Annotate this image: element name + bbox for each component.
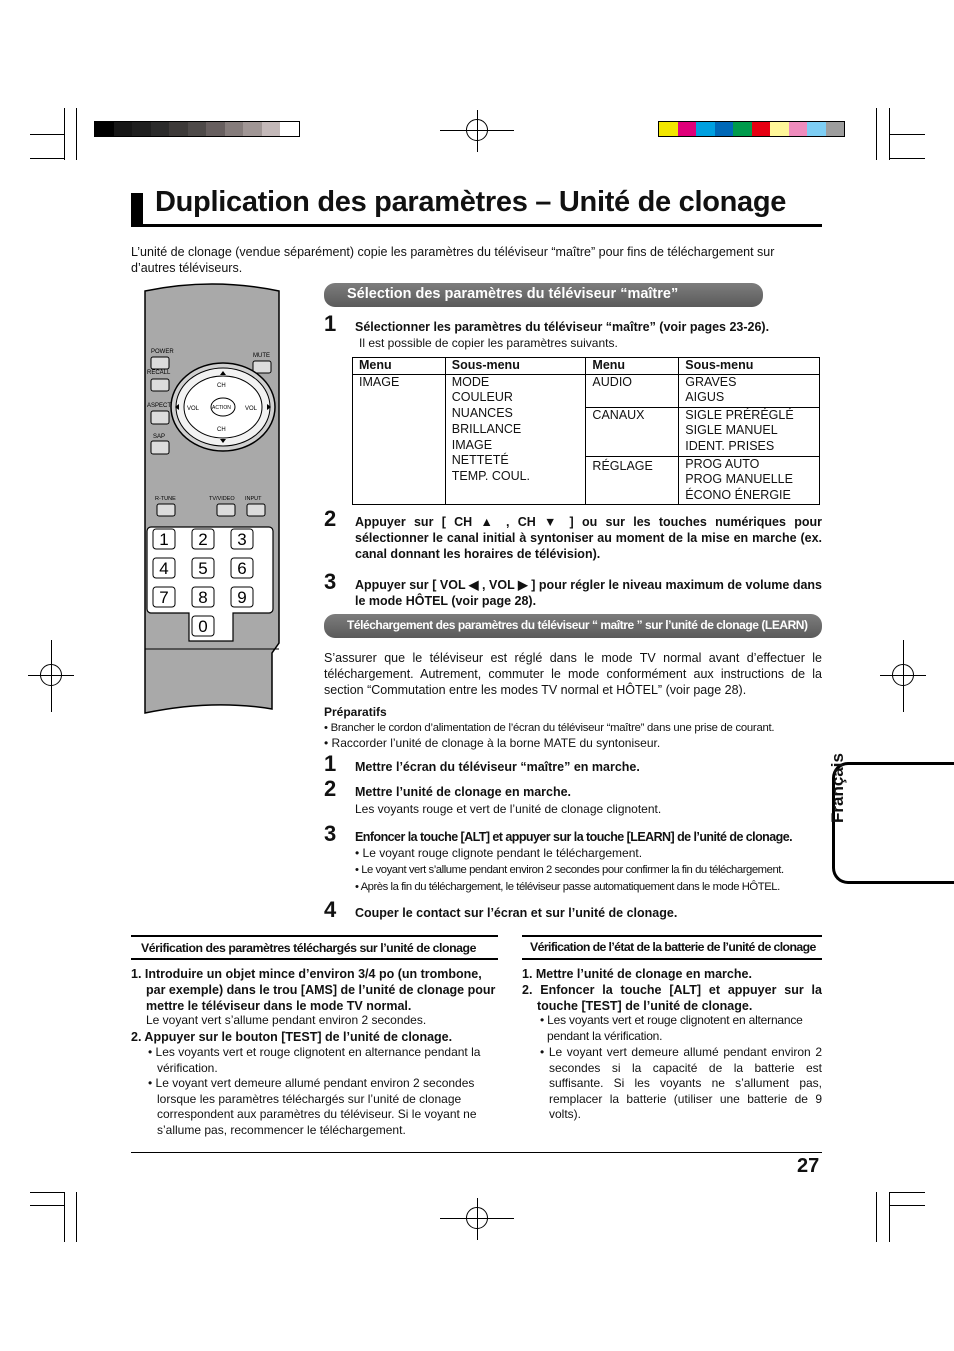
table-cell-submenu [679,407,820,456]
verify-params-item-2: 2. Appuyer sur le bouton [TEST] de l’unité de clonage. [131,1030,453,1044]
color-swatch [770,122,789,136]
verify-params-bullet: • Le voyant vert demeure allumé pendant environ 2 secondes lorsque les paramètres téléchargés sur l’unité de clonage correspondent aux paramètres du téléviseur. Si le voyant ne s’allume pas, recommencer le téléchargement. [148,1076,477,1137]
color-swatch [280,122,299,136]
prep-title: Préparatifs [324,705,387,719]
color-bar [658,121,845,137]
submenu-item: ÉCONO ÉNERGIE [685,488,791,503]
verify-params-item-1: 1. Introduire un objet mince d’environ 3/4 po (un trombone, par exemple) dans le trou [AMS] de l’unité de clonage pour mettre le téléviseur dans le mode TV normal. [131,967,496,1013]
step-number: 3 [324,569,337,594]
tvvideo-button [217,504,235,516]
mute-label: MUTE [253,353,270,359]
table-header: Menu [586,358,679,375]
language-tab [832,762,954,884]
step-1-text: Sélectionner les paramètres du téléviseur “maître” (voir pages 23-26). [355,320,770,334]
remote-key-label: 6 [237,559,247,578]
sap-button [151,441,169,454]
ch-up-label: CH [217,383,226,389]
language-tab-label: Français [828,753,847,823]
submenu-item: TEMP. COUL. [451,468,531,483]
submenu-item: BRILLANCE [451,421,522,436]
submenu-item: COULEUR [451,390,513,405]
verify-params-item-1-note: Le voyant vert s’allume pendant environ 2 secondes. [146,1013,427,1027]
verify-battery-item-2: 2. Enfoncer la touche [ALT] et appuyer sur la touche [TEST] de l’unité de clonage. [522,983,822,1013]
rtune-button [157,504,175,516]
download-step-3-bullet: • Le voyant vert s’allume pendant environ 2 secondes pour confirmer la fin du téléchargement. [355,864,784,876]
download-intro: S’assurer que le téléviseur est réglé dans le mode TV normal avant d’effectuer le téléchargement. Autrement, commuter le mode conformément aux instructions de la section “Commutation entre les modes TV normal et HÔTEL” (voir page 28). [324,651,822,697]
download-step-4: Couper le contact sur l’écran et sur l’unité de clonage. [355,906,678,920]
remote-key-label: 9 [237,588,247,607]
verify-params-title: Vérification des paramètres téléchargés sur l’unité de clonage [141,941,476,955]
download-step-2: Mettre l’unité de clonage en marche. [355,785,572,799]
ch-down-label: CH [217,427,226,433]
step-number: 1 [324,751,337,776]
sap-label: SAP [153,434,166,440]
submenu-item: NUANCES [451,406,513,421]
submenu-item: PROG AUTO [685,456,760,471]
remote-key-label: 3 [237,530,247,549]
settings-table [352,357,820,505]
verify-battery-bullet: • Les voyants vert et rouge clignotent en alternance pendant la vérification. [540,1013,803,1043]
verify-battery-bullet: • Le voyant vert demeure allumé pendant environ 2 secondes si la capacité de la batterie est suffisante. Si les voyants ne s’allument pas, remplacer la batterie (utiliser une batterie de 9 volts). [540,1045,822,1122]
table-header: Menu [353,358,446,375]
submenu-item: SIGLE MANUEL [685,423,778,438]
download-step-2-note: Les voyants rouge et vert de l’unité de clonage clignotent. [355,802,662,816]
verify-battery-item-1: 1. Mettre l’unité de clonage en marche. [522,967,752,981]
table-header: Sous-menu [445,358,586,375]
page-number: 27 [797,1155,820,1177]
power-button [151,357,169,369]
section-rule [131,958,498,960]
remote-key-label: 7 [159,588,169,607]
mute-button [253,361,271,373]
color-swatch [225,122,244,136]
color-swatch [696,122,715,136]
submenu-item: MODE [451,374,490,389]
table-cell-menu: AUDIO [586,374,679,407]
table-cell-submenu [679,374,820,407]
remote-control-illustration [137,281,287,721]
title-rule [131,224,822,227]
table-cell-submenu [679,456,820,504]
color-swatch [715,122,734,136]
color-swatch [678,122,697,136]
remote-key-label: 4 [159,559,169,578]
color-swatch [132,122,151,136]
recall-label: RECALL [147,370,171,376]
remote-key-label: 1 [159,530,169,549]
input-label: INPUT [245,496,262,502]
step-number: 1 [324,311,337,336]
color-swatch [243,122,262,136]
prep-item-1: • Brancher le cordon d’alimentation de l’écran du téléviseur “maître” dans une prise de courant. [324,722,775,734]
table-header: Sous-menu [679,358,820,375]
color-swatch [752,122,771,136]
verify-battery-title: Vérification de l’état de la batterie de l’unité de clonage [530,940,816,954]
table-cell-menu: RÉGLAGE [586,456,679,504]
step-number: 4 [324,897,337,922]
prep-item-2: • Raccorder l’unité de clonage à la borne MATE du syntoniseur. [324,736,661,750]
table-cell-submenu [445,374,586,504]
submenu-item: SIGLE PRÉRÉGLÉ [685,407,794,422]
color-swatch [169,122,188,136]
section-pill-selection: Sélection des paramètres du téléviseur “maître” [324,283,763,307]
submenu-item: IDENT. PRISES [685,439,775,454]
footer-rule [131,1152,822,1153]
color-swatch [733,122,752,136]
color-swatch [789,122,808,136]
vol-right-label: VOL [245,406,258,412]
color-swatch [95,122,114,136]
remote-key-label: 0 [198,617,208,636]
submenu-item: IMAGE [451,437,493,452]
table-cell-menu: IMAGE [353,374,446,504]
color-swatch [114,122,133,136]
step-number: 3 [324,821,337,846]
table-cell-menu: CANAUX [586,407,679,456]
title-marker [131,193,143,225]
recall-button [151,379,169,391]
submenu-item: PROG MANUELLE [685,472,793,487]
color-swatch [807,122,826,136]
step-2-text: Appuyer sur [ CH ▲ , CH ▼ ] ou sur les touches numériques pour sélectionner le canal initial à syntoniser au moment de la mise en marche (ex. canal donnant les horaires de télévision). [355,515,822,561]
download-step-3-bullet: • Le voyant rouge clignote pendant le téléchargement. [355,846,643,860]
rtune-label: R-TUNE [155,496,176,502]
step-number: 2 [324,776,337,801]
color-swatch [188,122,207,136]
page-title: Duplication des paramètres – Unité de clonage [155,186,787,218]
download-step-3: Enfoncer la touche [ALT] et appuyer sur la touche [LEARN] de l’unité de clonage. [355,830,793,844]
submenu-item: AIGUS [685,390,725,405]
vol-left-label: VOL [187,406,200,412]
step-3-text: Appuyer sur [ VOL ◀ , VOL ▶ ] pour régler le niveau maximum de volume dans le mode HÔTEL (voir page 28). [355,578,822,608]
color-swatch [151,122,170,136]
section-rule [522,958,822,960]
input-button [247,504,265,516]
remote-key-label: 8 [198,588,208,607]
aspect-label: ASPECT [147,403,172,409]
tvvideo-label: TV/VIDEO [209,496,235,502]
color-swatch [206,122,225,136]
remote-key-label: 2 [198,530,208,549]
color-swatch [826,122,845,136]
download-step-3-bullet: • Après la fin du téléchargement, le téléviseur passe automatiquement dans le mode HÔTEL. [355,881,780,893]
step-1-note: Il est possible de copier les paramètres suivants. [359,336,618,350]
submenu-item: GRAVES [685,374,737,389]
grayscale-bar [94,121,300,137]
aspect-button [151,411,169,424]
color-swatch [659,122,678,136]
download-step-1: Mettre l’écran du téléviseur “maître” en marche. [355,760,640,774]
section-pill-download: Téléchargement des paramètres du téléviseur “ maître ” sur l’unité de clonage (LEARN) [324,614,822,638]
color-swatch [262,122,281,136]
power-label: POWER [151,349,174,355]
intro-text: L’unité de clonage (vendue séparément) copie les paramètres du téléviseur “maître” pour fins de téléchargement sur d’autres téléviseurs. [131,245,775,275]
action-label: ACTION [212,405,231,411]
remote-key-label: 5 [198,559,208,578]
verify-params-bullet: • Les voyants vert et rouge clignotent en alternance pendant la vérification. [148,1045,481,1075]
step-number: 2 [324,506,337,531]
section-rule [131,935,498,937]
submenu-item: NETTETÉ [451,453,509,468]
section-rule [522,935,822,937]
